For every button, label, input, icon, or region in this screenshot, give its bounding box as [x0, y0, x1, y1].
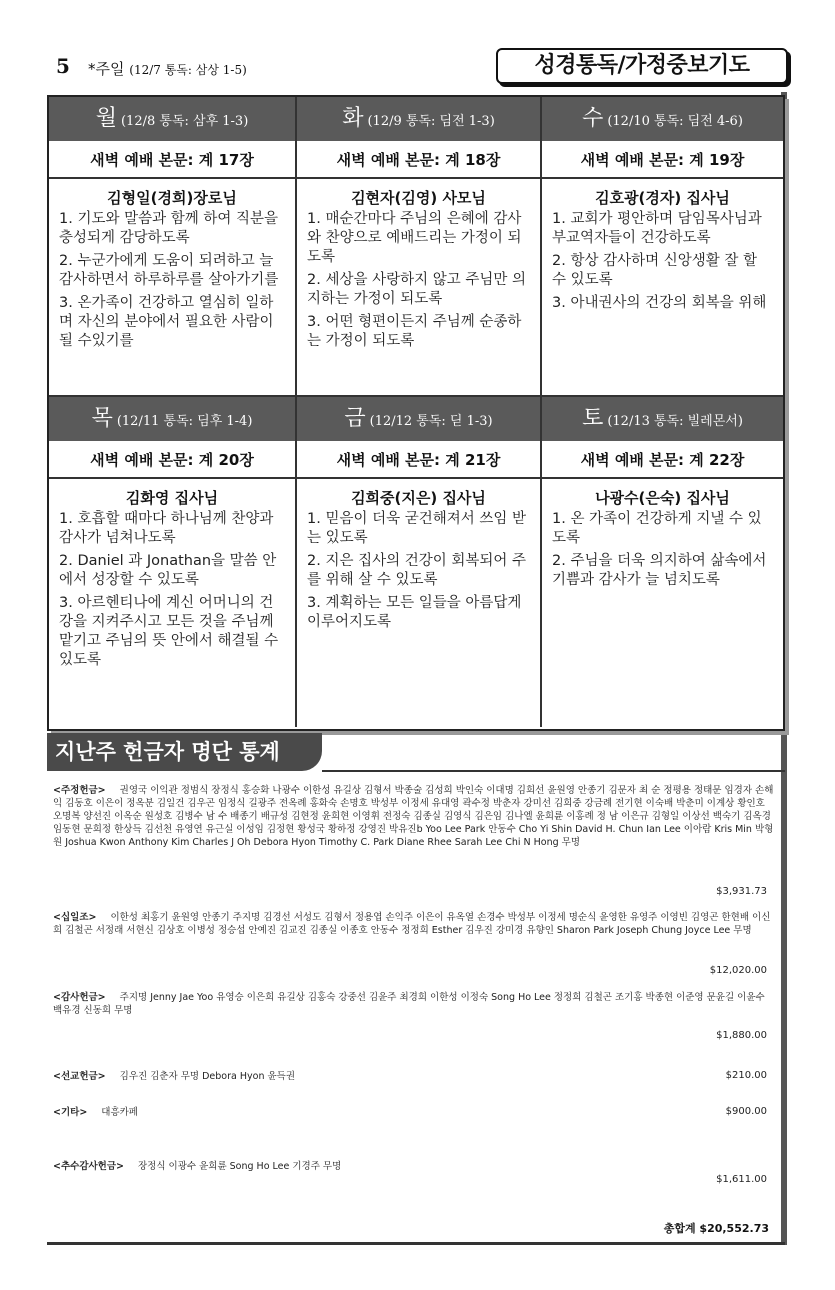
prayer-item: 2. 주님을 더욱 의지하여 삶속에서 기쁨과 감사가 늘 넘치도록: [552, 553, 767, 588]
day-cell-thu: [49, 397, 297, 727]
prayer-item: 1. 기도와 말씀과 함께 하여 직분을 충성되게 감당하도록: [59, 211, 278, 246]
prayer-person: 김화영 집사님: [125, 489, 219, 507]
day-reading: (12/12 통독: 딛 1-3): [369, 414, 493, 429]
offering-title-rule: [322, 770, 785, 772]
sunday-label: *주일: [88, 60, 125, 78]
day-reading: (12/13 통독: 빌레몬서): [607, 414, 743, 429]
prayer-item: 3. 아르헨티나에 계신 어머니의 건강을 지켜주시고 모든 것을 주님께 맡기고 주님의 뜻 안에서 해결될 수 있도록: [59, 595, 279, 668]
prayer-person: 김현자(김영) 사모님: [351, 189, 486, 207]
offering-category: [53, 1106, 775, 1119]
offering-amount: $1,880.00: [716, 1030, 767, 1041]
offering-amount: $3,931.73: [716, 886, 767, 897]
dawn-service-text: 새벽 예배 본문: 계 18장: [297, 141, 540, 179]
dawn-service-text: 새벽 예배 본문: 계 22장: [542, 441, 783, 479]
prayer-item: 1. 온 가족이 건강하게 지낼 수 있도록: [552, 511, 762, 546]
dawn-service-text: 새벽 예배 본문: 계 21장: [297, 441, 540, 479]
offering-title: 지난주 헌금자 명단 통계: [47, 733, 322, 771]
day-cell-sat: [542, 397, 783, 727]
prayer-item: 3. 계획하는 모든 일들을 아름답게 이루어지도록: [307, 595, 522, 630]
prayer-item: 2. 항상 감사하며 신앙생활 잘 할 수 있도록: [552, 253, 757, 288]
offering-category: [53, 1160, 775, 1173]
prayer-list: [49, 508, 295, 670]
day-name: 금: [344, 406, 366, 431]
day-cell-mon: [49, 97, 297, 397]
day-name: 수: [582, 106, 604, 131]
day-name: 월: [95, 106, 117, 131]
offering-amount: $12,020.00: [709, 965, 767, 976]
offering-names: 대흥카페: [101, 1107, 138, 1118]
day-header: [49, 97, 295, 141]
day-name: 화: [342, 106, 364, 131]
offering-amount: $1,611.00: [716, 1174, 767, 1185]
prayer-list: [297, 508, 540, 632]
prayer-item: 2. 지은 집사의 건강이 회복되어 주를 위해 살 수 있도록: [307, 553, 526, 588]
prayer-item: 1. 믿음이 더욱 굳건해져서 쓰임 받는 있도록: [307, 511, 526, 546]
day-header: [297, 97, 540, 141]
day-name: 토: [582, 406, 604, 431]
section-title: 성경통독/가정중보기도: [496, 48, 788, 84]
prayer-item: 2. 세상을 사랑하지 않고 주님만 의지하는 가정이 되도록: [307, 272, 526, 307]
offering-category: [53, 1070, 775, 1083]
offering-names: 권영국 이익관 정범식 장정식 홍승화 나광수 이한성 유길상 김형서 박종술 김성희 박인숙 이대명 김희선 윤원영 안종기 김문자 최 순 정평용 정태문 임경자 손해익 김동호 이은이 정옥분 김일건 김우곤 임정식 길광주 전옥례 홍화숙 손명호 박성부 이정세 유대영 곽수정 박춘자 강미선 김희중 강금례 전기현 이숙배 박춘미 이계상 황인호 오명복 양선진 이옥순 원성호 김병수 남 수 배종기 배규성 김현정 윤희현 이영휘 전정숙 김종실 김영식 김은임 김나엘 윤희륜 이홍례 정 남 이은규 김형일 이상선 백숙기 김옥경 임동현 문희정 한상득 김선천 유영연 유근실 이성임 김정현 황성국 황하정 강영진 박유진b Yoo Lee Park 안동수 Cho Yi Shin David H. Chun Ian Lee 이아람 Kris Min 박형원 Joshua Kwon Anthony Kim Charles J Oh Debora Hyon Timothy C. Park Diane Rhee Sarah Lee Chi N Hong 무명: [53, 785, 774, 848]
prayer-item: 2. Daniel 과 Jonathan을 말씀 안에서 성장할 수 있도록: [59, 553, 277, 588]
offering-category: [53, 991, 775, 1017]
page-number: 5: [56, 54, 70, 78]
offering-label: <십일조>: [53, 912, 97, 923]
offering-amount: $210.00: [725, 1070, 767, 1081]
page-header: [48, 48, 788, 88]
prayer-list: [297, 208, 540, 351]
prayer-person: 김희중(지은) 집사님: [351, 489, 486, 507]
day-header: [542, 97, 783, 141]
offering-label: <추수감사헌금>: [53, 1161, 124, 1172]
offering-label: <기타>: [53, 1107, 88, 1118]
dawn-service-text: 새벽 예배 본문: 계 20장: [49, 441, 295, 479]
offering-category: [53, 911, 775, 937]
day-reading: (12/10 통독: 딤전 4-6): [607, 114, 743, 129]
prayer-person: 나광수(은숙) 집사님: [595, 489, 730, 507]
offering-list: [47, 778, 785, 1240]
prayer-item: 1. 교회가 평안하며 담임목사님과 부교역자들이 건강하도록: [552, 211, 762, 246]
offering-amount: $900.00: [725, 1106, 767, 1117]
day-name: 목: [91, 406, 113, 431]
sunday-info: (12/7 통독: 삼상 1-5): [129, 63, 247, 77]
day-header: [49, 397, 295, 441]
day-header: [297, 397, 540, 441]
dawn-service-text: 새벽 예배 본문: 계 17장: [49, 141, 295, 179]
day-reading: (12/9 통독: 딤전 1-3): [367, 114, 495, 129]
offering-names: 김우진 김춘자 무명 Debora Hyon 윤득권: [119, 1071, 296, 1082]
prayer-item: 3. 온가족이 건강하고 열심히 일하며 자신의 분야에서 필요한 사람이 될 수있기를: [59, 295, 274, 349]
prayer-list: [542, 508, 783, 590]
prayer-item: 1. 호흡할 때마다 하나님께 찬양과 감사가 넘쳐나도록: [59, 511, 274, 546]
prayer-item: 3. 아내권사의 건강의 회복을 위해: [552, 295, 767, 311]
offering-category: [53, 784, 775, 849]
offering-label: <선교헌금>: [53, 1071, 106, 1082]
offering-label: <주정헌금>: [53, 785, 106, 796]
prayer-person: 김형일(경희)장로님: [107, 189, 237, 207]
dawn-service-text: 새벽 예배 본문: 계 19장: [542, 141, 783, 179]
day-header: [542, 397, 783, 441]
offering-names: 주지명 Jenny Jae Yoo 유영승 이은희 유길상 김홍숙 강중선 김윤주 최경희 이한성 이정숙 Song Ho Lee 정정희 김철곤 조기홍 박종현 이준영 문윤길 이윤수 백유경 신동희 무명: [53, 992, 765, 1016]
prayer-list: [542, 208, 783, 313]
offering-names: 이한성 최홍기 윤원영 안종기 주지명 김경선 서성도 김형서 정용엽 손익주 이은이 유옥열 손경수 박성부 이정세 명순식 윤영한 유영주 이영빈 김영곤 한현배 이신희 김철곤 서정래 서현신 김상호 이병성 정승섭 안예진 김교진 김종실 이종호 안동수 정정희 Esther 김우진 강미경 유향인 Sharon Park Joseph Chung Joyce Lee 무명: [53, 912, 771, 936]
offering-total: 총합계 $20,552.73: [663, 1222, 769, 1235]
offering-names: 장정식 이광수 윤희륜 Song Ho Lee 기경주 무명: [137, 1161, 342, 1172]
day-reading: (12/11 통독: 딤후 1-4): [116, 414, 253, 429]
prayer-item: 2. 누군가에게 도움이 되려하고 늘 감사하면서 하루하루를 살아가기를: [59, 253, 279, 288]
prayer-item: 3. 어떤 형편이든지 주님께 순종하는 가정이 되도록: [307, 314, 522, 349]
daily-prayer-grid: [47, 95, 785, 731]
day-cell-tue: [297, 97, 542, 397]
day-cell-fri: [297, 397, 542, 727]
prayer-list: [49, 208, 295, 351]
sunday-reading: [88, 58, 247, 79]
offering-label: <감사헌금>: [53, 992, 106, 1003]
prayer-item: 1. 매순간마다 주님의 은혜에 감사와 찬양으로 예배드리는 가정이 되도록: [307, 211, 522, 265]
day-reading: (12/8 통독: 삼후 1-3): [120, 114, 249, 129]
prayer-person: 김호광(경자) 집사님: [595, 189, 730, 207]
bottom-rule: [47, 1242, 785, 1245]
day-cell-wed: [542, 97, 783, 397]
